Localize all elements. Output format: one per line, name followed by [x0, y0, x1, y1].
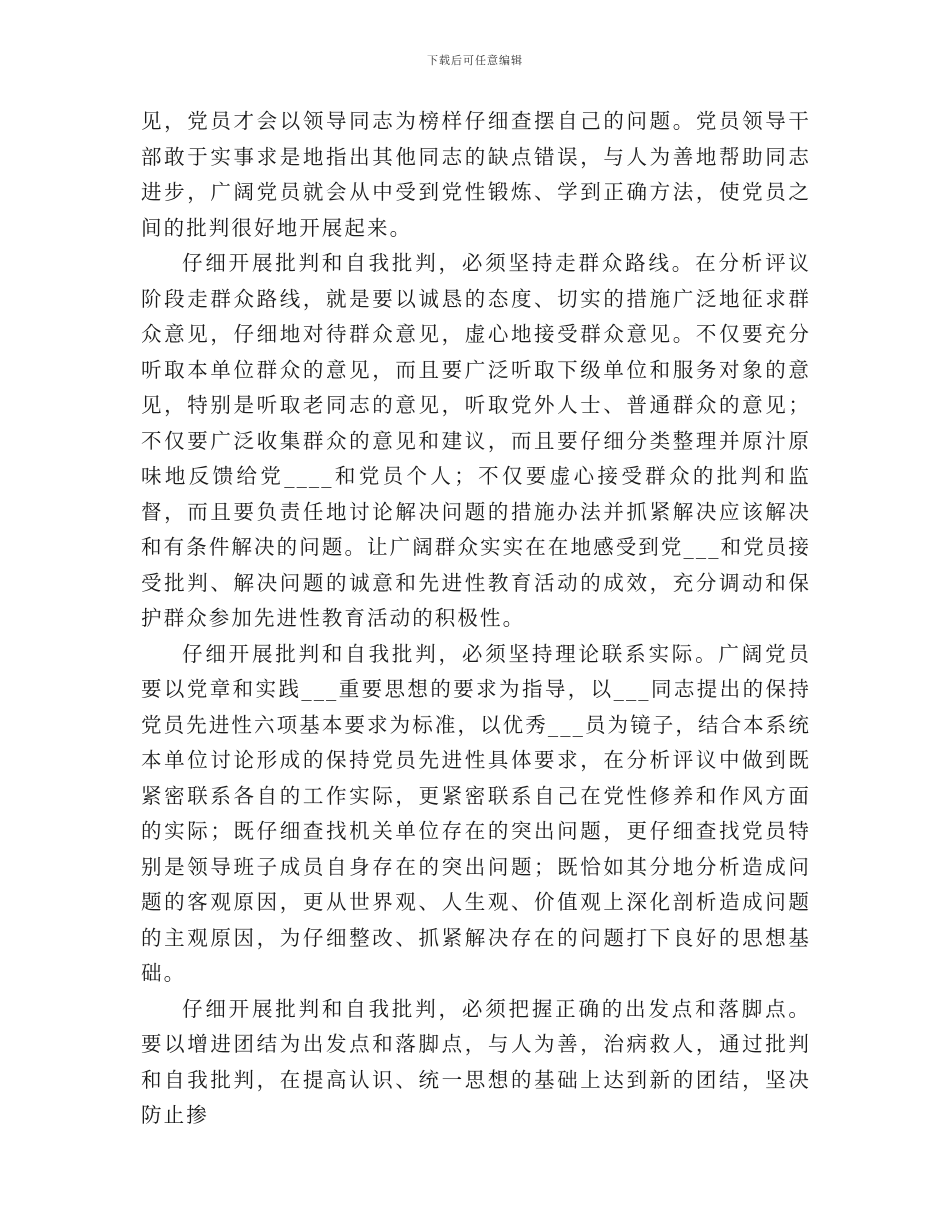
- page-header: 下载后可任意编辑: [427, 54, 523, 67]
- paragraph-3: 仔细开展批判和自我批判，必须坚持理论联系实际。广阔党员要以党章和实践___重要思想的要求为指导，以___同志提出的保持党员先进性六项基本要求为标准，以优秀___员为镜子，结合本系统本单位讨论形成的保持党员先进性具体要求，在分析评议中做到既紧密联系各自的工作实际，更紧密联系自己在党性修养和作风方面的实际；既仔细查找机关单位存在的突出问题，更仔细查找党员特别是领导班子成员自身存在的突出问题；既恰如其分地分析造成问题的客观原因，更从世界观、人生观、价值观上深化剖析造成问题的主观原因，为仔细整改、抓紧解决存在的问题打下良好的思想基础。: [141, 641, 811, 985]
- paragraph-1: 见，党员才会以领导同志为榜样仔细查摆自己的问题。党员领导干部敢于实事求是地指出其他同志的缺点错误，与人为善地帮助同志进步，广阔党员就会从中受到党性锻炼、学到正确方法，使党员之间的批判很好地开展起来。: [141, 109, 811, 240]
- paragraph-2: 仔细开展批判和自我批判，必须坚持走群众路线。在分析评议阶段走群众路线，就是要以诚恳的态度、切实的措施广泛地征求群众意见，仔细地对待群众意见，虚心地接受群众意见。不仅要充分听取本单位群众的意见，而且要广泛听取下级单位和服务对象的意见，特别是听取老同志的意见，听取党外人士、普通群众的意见；不仅要广泛收集群众的意见和建议，而且要仔细分类整理并原汁原味地反馈给党____和党员个人；不仅要虚心接受群众的批判和监督，而且要负责任地讨论解决问题的措施办法并抓紧解决应该解决和有条件解决的问题。让广阔群众实实在在地感受到党___和党员接受批判、解决问题的诚意和先进性教育活动的成效，充分调动和保护群众参加先进性教育活动的积极性。: [141, 251, 811, 630]
- document-body: [141, 104, 811, 1134]
- paragraph-4: 仔细开展批判和自我批判，必须把握正确的出发点和落脚点。要以增进团结为出发点和落脚点，与人为善，治病救人，通过批判和自我批判，在提高认识、统一思想的基础上达到新的团结，坚决防止掺: [141, 996, 811, 1127]
